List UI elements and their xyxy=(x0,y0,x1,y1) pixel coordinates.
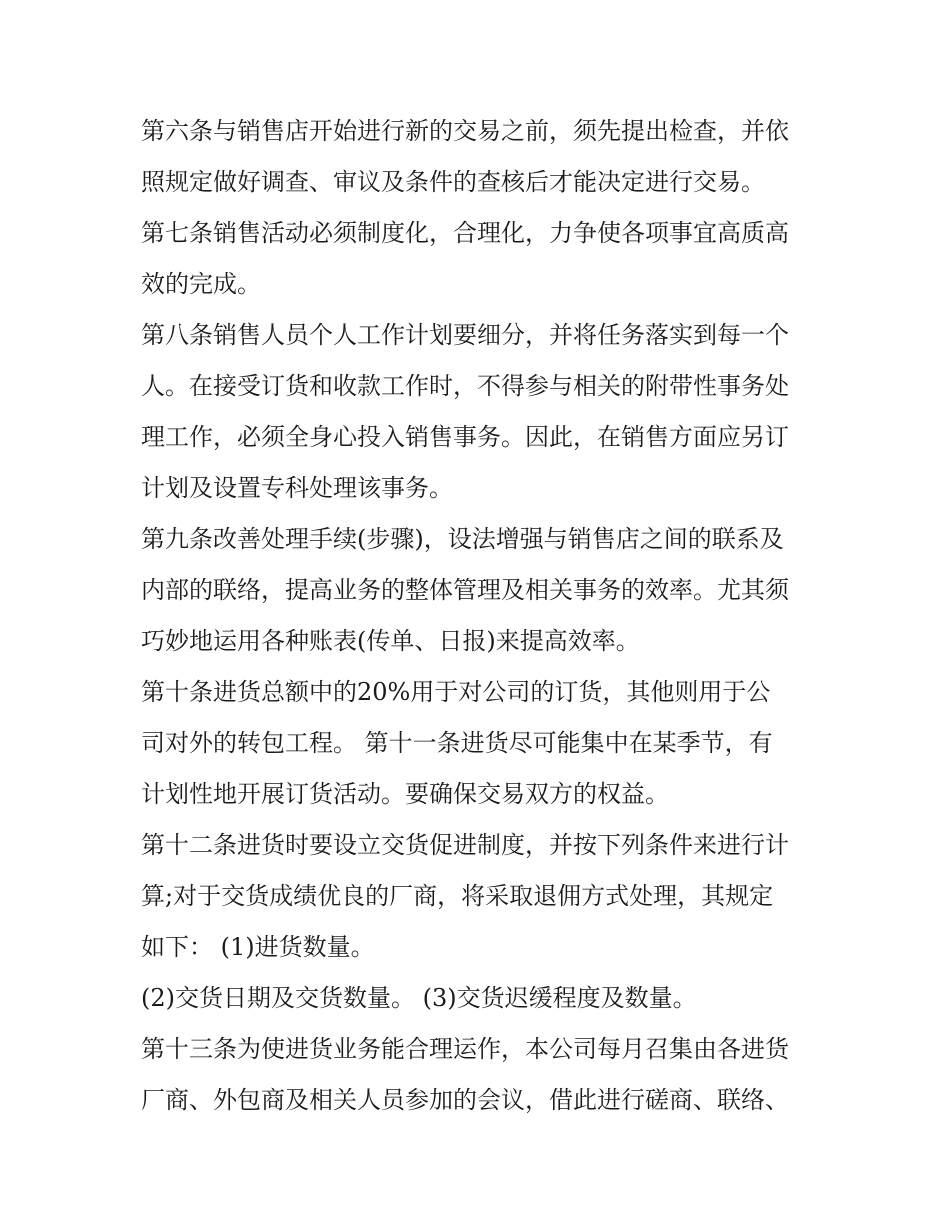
paragraph-article-12 xyxy=(141,820,821,973)
text-line: 效的完成。 xyxy=(141,270,261,298)
text-line: 照规定做好调查、审议及条件的查核后才能决定进行交易。 xyxy=(141,168,765,196)
text-line: 第八条销售人员个人工作计划要细分，并将任务落实到每一个 xyxy=(141,321,789,349)
text-line: 计划性地开展订货活动。要确保交易双方的权益。 xyxy=(141,780,669,808)
text-line: 计划及设置专科处理该事务。 xyxy=(141,474,453,502)
text-line: 第七条销售活动必须制度化，合理化，力争使各项事宜高质高 xyxy=(141,219,789,247)
paragraph-article-7 xyxy=(141,208,821,310)
text-line: (2)交货日期及交货数量。 (3)交货迟缓程度及数量。 xyxy=(141,984,697,1012)
text-line: 如下： (1)进货数量。 xyxy=(141,933,375,961)
text-line: 人。在接受订货和收款工作时，不得参与相关的附带性事务处 xyxy=(141,372,789,400)
text-line: 算;对于交货成绩优良的厂商，将采取退佣方式处理，其规定 xyxy=(141,882,774,910)
text-line: 第九条改善处理手续(步骤)，设法增强与销售店之间的联系及 xyxy=(141,525,784,553)
paragraph-article-12-items xyxy=(141,973,821,1024)
text-line: 厂商、外包商及相关人员参加的会议，借此进行磋商、联络、 xyxy=(141,1086,789,1114)
paragraph-article-6 xyxy=(141,106,821,208)
paragraph-article-13 xyxy=(141,1024,821,1126)
text-line: 第十条进货总额中的20%用于对公司的订货，其他则用于公 xyxy=(141,678,771,706)
paragraph-article-8 xyxy=(141,310,821,514)
document-body xyxy=(141,106,821,1126)
paragraph-article-10-11 xyxy=(141,667,821,820)
text-line: 巧妙地运用各种账表(传单、日报)来提高效率。 xyxy=(141,627,640,655)
paragraph-article-9 xyxy=(141,514,821,667)
text-line: 理工作，必须全身心投入销售事务。因此，在销售方面应另订 xyxy=(141,423,789,451)
text-line: 第十二条进货时要设立交货促进制度，并按下列条件来进行计 xyxy=(141,831,789,859)
text-line: 司对外的转包工程。 第十一条进货尽可能集中在某季节，有 xyxy=(141,729,773,757)
text-line: 第六条与销售店开始进行新的交易之前，须先提出检查，并依 xyxy=(141,117,789,145)
text-line: 内部的联络，提高业务的整体管理及相关事务的效率。尤其须 xyxy=(141,576,789,604)
text-line: 第十三条为使进货业务能合理运作，本公司每月召集由各进货 xyxy=(141,1035,789,1063)
